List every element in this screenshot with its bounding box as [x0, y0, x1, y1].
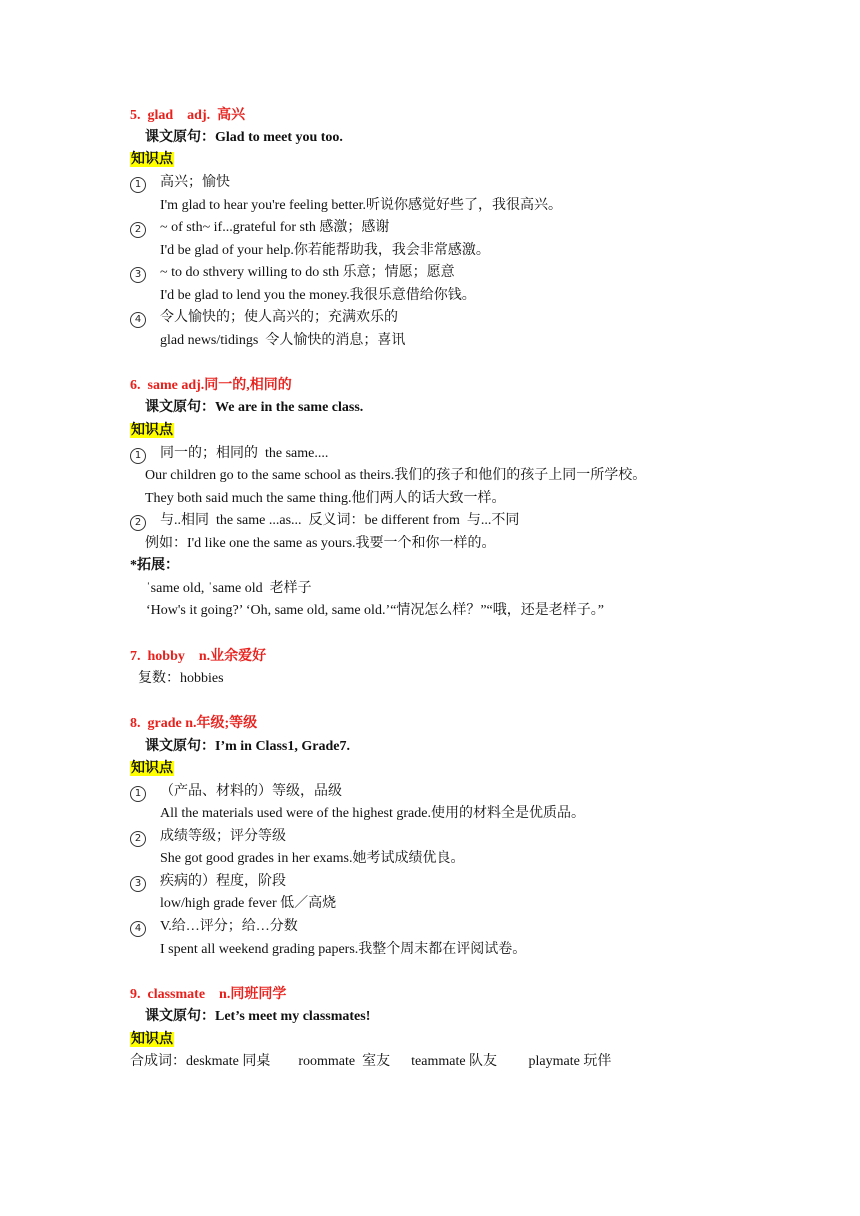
item-example: 例如：I'd like one the same as yours.我要一个和你一样的。 [145, 536, 496, 551]
item-number-2: 2 [130, 827, 146, 847]
item-definition: 疾病的）程度，阶段 [160, 874, 286, 889]
item-definition: V.给…评分；给…分数 [160, 919, 298, 934]
item-number-3: 3 [130, 872, 146, 892]
item-example: I spent all weekend grading papers.我整个周末都在评阅试卷。 [160, 942, 527, 957]
extension-label: *拓展： [130, 558, 179, 573]
section-7-plural: 复数：hobbies [138, 671, 224, 686]
item-example: I'd be glad to lend you the money.我很乐意借给你钱。 [160, 288, 476, 303]
item-example: I'd be glad of your help.你若能帮助我，我会非常感激。 [160, 243, 490, 258]
item-example: They both said much the same thing.他们两人的话大致一样。 [145, 491, 506, 506]
item-definition: 与..相同 the same ...as... 反义词：be different from 与...不同 [160, 513, 520, 528]
item-definition: 同一的；相同的 the same.... [160, 446, 329, 461]
item-number-1: 1 [130, 444, 146, 464]
item-example: All the materials used were of the highest grade.使用的材料全是优质品。 [160, 806, 585, 821]
section-8-title: 8. grade n.年级;等级 [130, 716, 258, 731]
section-5-sentence: 课文原句：Glad to meet you too. [145, 130, 343, 145]
item-number-2: 2 [130, 218, 146, 238]
section-5-title: 5. glad adj. 高兴 [130, 108, 246, 123]
section-5-knowledge-label: 知识点 [131, 152, 173, 167]
section-9-sentence: 课文原句：Let’s meet my classmates! [145, 1009, 371, 1024]
item-definition: ~ to do sthvery willing to do sth 乐意；情愿；愿意 [160, 265, 455, 280]
item-definition: 高兴；愉快 [160, 175, 230, 190]
section-7-title: 7. hobby n.业余爱好 [130, 649, 267, 664]
section-9-knowledge-label: 知识点 [131, 1032, 173, 1047]
item-example: low/high grade fever 低／高烧 [160, 896, 337, 911]
item-number-1: 1 [130, 173, 146, 193]
item-number-4: 4 [130, 308, 146, 328]
section-9-title: 9. classmate n.同班同学 [130, 987, 287, 1002]
section-6-sentence: 课文原句：We are in the same class. [145, 400, 364, 415]
item-definition: 成绩等级；评分等级 [160, 829, 286, 844]
item-number-4: 4 [130, 917, 146, 937]
item-example: glad news/tidings 令人愉快的消息；喜讯 [160, 333, 406, 348]
section-8-sentence: 课文原句：I’m in Class1, Grade7. [145, 739, 350, 754]
item-number-3: 3 [130, 263, 146, 283]
extension-example: ‘How's it going?’ ‘Oh, same old, same old.’“情况怎么样？”“哦，还是老样子。” [146, 603, 604, 618]
item-definition: ~ of sth~ if...grateful for sth 感激；感谢 [160, 220, 390, 235]
extension-phrase: ˈsame old, ˈsame old 老样子 [146, 581, 312, 596]
item-number-1: 1 [130, 782, 146, 802]
item-example: Our children go to the same school as theirs.我们的孩子和他们的孩子上同一所学校。 [145, 468, 647, 483]
section-8-knowledge-label: 知识点 [131, 761, 173, 776]
item-number-2: 2 [130, 511, 146, 531]
item-definition: （产品、材料的）等级，品级 [160, 784, 342, 799]
item-example: I'm glad to hear you're feeling better.听说你感觉好些了，我很高兴。 [160, 198, 563, 213]
section-6-title: 6. same adj.同一的,相同的 [130, 378, 292, 393]
item-example: She got good grades in her exams.她考试成绩优良。 [160, 851, 465, 866]
item-definition: 令人愉快的；使人高兴的；充满欢乐的 [160, 310, 398, 325]
section-6-knowledge-label: 知识点 [131, 423, 173, 438]
section-9-compounds: 合成词：deskmate 同桌 roommate 室友 teammate 队友 playmate 玩伴 [130, 1054, 612, 1069]
